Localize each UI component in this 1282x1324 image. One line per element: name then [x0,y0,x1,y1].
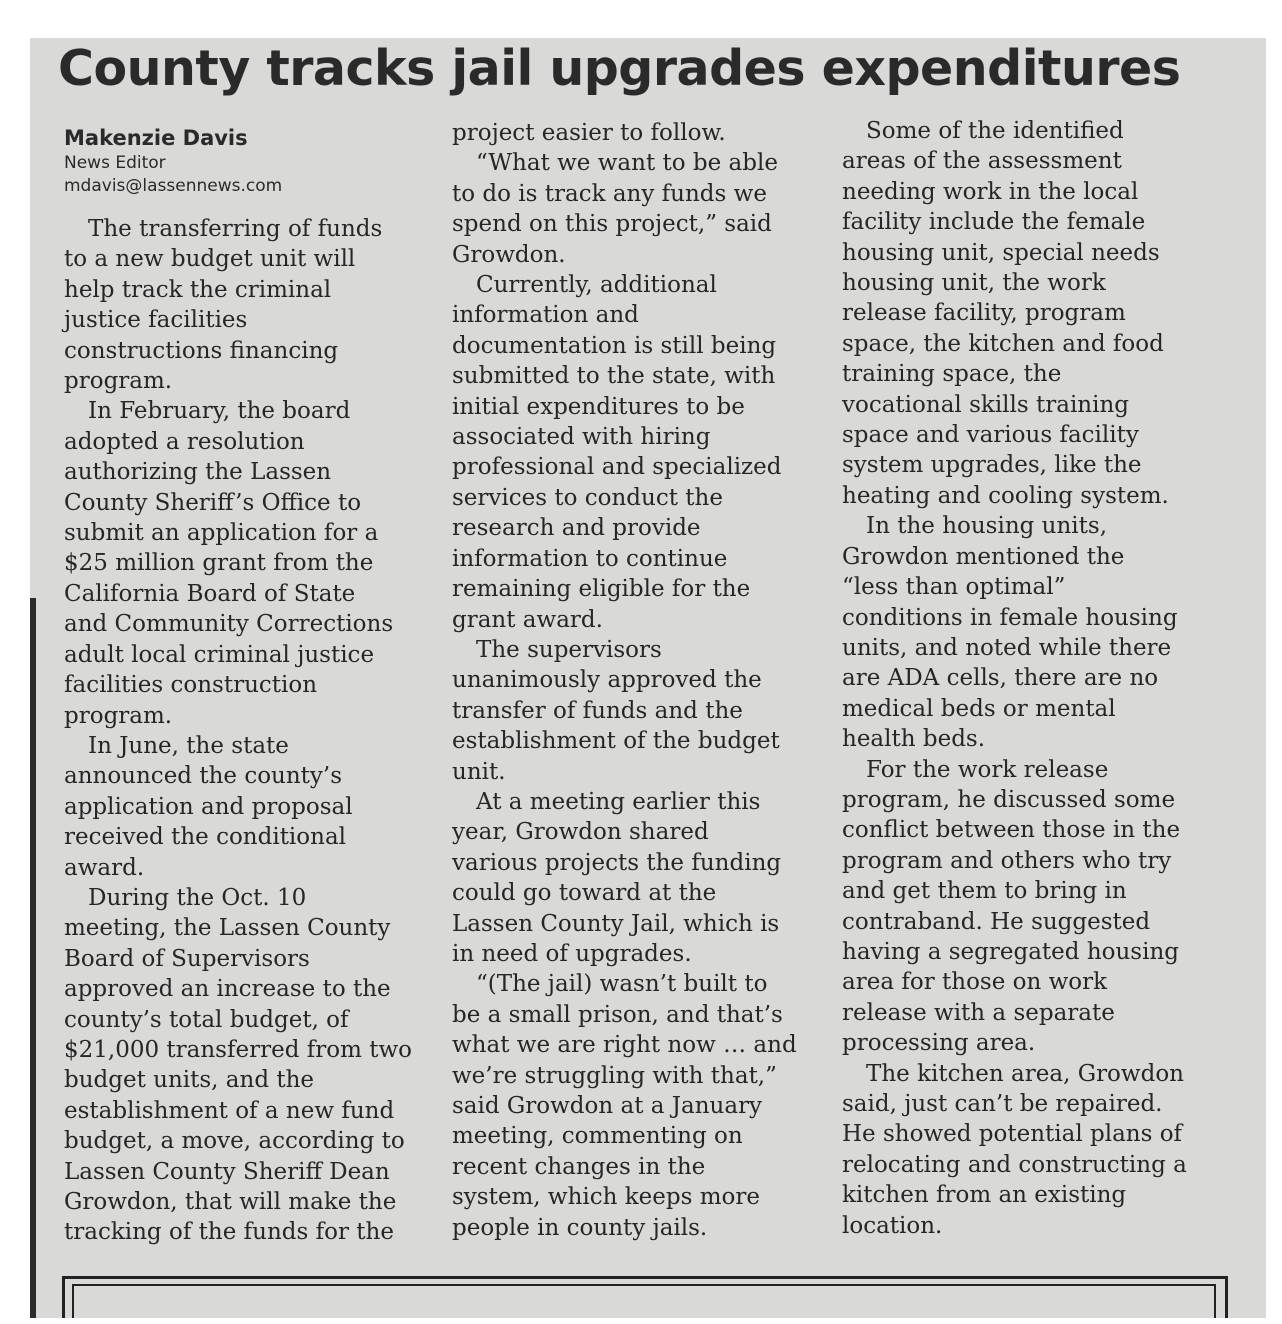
paragraph: “What we want to be able to do is track any funds we spend on this project,” said Growdon. [452,150,778,268]
adjacent-ad-inner-border [72,1284,1216,1318]
paragraph: In February, the board adopted a resolution authorizing the Lassen County Sheriff’s Office to submit an application for a $25 million grant from the California Board of State and Community Corrections adult local criminal justice facilities construction program. [64,398,394,729]
byline-author: Makenzie Davis [64,126,248,150]
headline: County tracks jail upgrades expenditures [58,40,1181,97]
paragraph-continued: project easier to follow. [452,120,726,146]
article-column-3 [842,116,1242,1241]
paragraph: During the Oct. 10 meeting, the Lassen County Board of Supervisors approved an increase to the county’s total budget, of $21,000 transferred from two budget units, and the establishment of a new fund budget, a move, according to Lassen County Sheriff Dean Growdon, that will make the tracking of the funds for the [64,884,412,1246]
byline-email: mdavis@lassennews.com [64,176,283,196]
paragraph: In the housing units, Growdon mentioned the “less than optimal” conditions in female housing units, and noted while there are ADA cells, there are no medical beds or mental health beds. [842,513,1178,753]
paragraph: “(The jail) wasn’t built to be a small prison, and that’s what we are right now … and we’re struggling with that,” said Growdon at a January meeting, commenting on recent changes in the system, which keeps more people in county jails. [452,971,797,1241]
article-column-2 [452,118,832,1243]
paragraph: The transferring of funds to a new budget unit will help track the criminal justice facilities constructions financing program. [64,216,383,395]
paragraph: Some of the identified areas of the assessment needing work in the local facility include the female housing unit, special needs housing unit, the work release facility, program space, the kitchen and food training space, the vocational skills training space and various facility system upgrades, like the heating and cooling system. [842,118,1169,509]
byline-role: News Editor [64,153,166,173]
paragraph: The supervisors unanimously approved the transfer of funds and the establishment of the budget unit. [452,636,780,785]
article-column-1 [64,214,434,1248]
newspaper-clipping [30,38,1266,1318]
paragraph: In June, the state announced the county’s application and proposal received the conditional award. [64,732,353,881]
paragraph: The kitchen area, Growdon said, just can’t be repaired. He showed potential plans of relocating and constructing a kitchen from an existing location. [842,1060,1187,1239]
paragraph: For the work release program, he discussed some conflict between those in the program and others who try and get them to bring in contraband. He suggested having a segregated housing area for those on work release with a separate processing area. [842,756,1181,1057]
paragraph: Currently, additional information and documentation is still being submitted to the state, with initial expenditures to be associated with hiring professional and specialized services to conduct the research and provide information to continue remaining eligible for the grant award. [452,272,782,633]
byline [64,124,282,198]
paragraph: At a meeting earlier this year, Growdon shared various projects the funding could go toward at the Lassen County Jail, which is in need of upgrades. [452,788,782,967]
column-rule [30,598,36,1318]
